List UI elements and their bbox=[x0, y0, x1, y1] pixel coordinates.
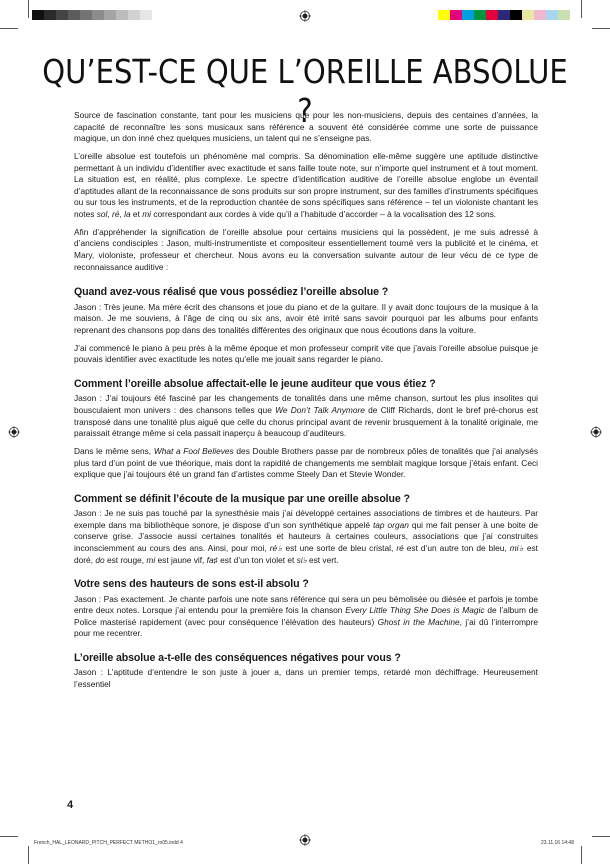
section-heading: Votre sens des hauteurs de sons est-il absolu ? bbox=[74, 578, 309, 591]
color-swatch bbox=[486, 10, 498, 20]
article-body bbox=[74, 110, 538, 697]
registration-mark-top-icon bbox=[299, 10, 311, 22]
section-heading: Comment se définit l’écoute de la musique par une oreille absolue ? bbox=[74, 492, 410, 505]
color-swatch bbox=[498, 10, 510, 20]
paragraph: Afin d’appréhender la signification de l’oreille absolue pour certains musiciens qui la possèdent, je me suis adressé à d’anciens condisciples : Jason, multi-instrumentiste et compositeur essentiellement tourné vers la publicité et le cinéma, et Mary, violoniste, professeur et chercheur. Nous avons eu la conversation suivante autour de leur vécu de ce type de reconnaissance auditive : bbox=[74, 226, 538, 272]
registration-mark-bottom-icon bbox=[299, 834, 311, 846]
grey-swatch bbox=[44, 10, 56, 20]
registration-mark-left-icon bbox=[8, 426, 20, 438]
color-calibration-bar bbox=[438, 10, 570, 20]
page-number: 4 bbox=[67, 799, 74, 811]
crop-mark bbox=[581, 0, 582, 18]
grey-calibration-bar bbox=[32, 10, 152, 20]
color-swatch bbox=[558, 10, 570, 20]
crop-mark bbox=[581, 846, 582, 864]
paragraph: L’oreille absolue est toutefois un phénomène mal compris. Sa dénomination elle-même suggère une aptitude distinctive permettant à un individu d’identifier avec exactitude et sans faille toute note, sur n’importe quel instrument et à tout moment. La situation est, en réalité, plus complexe. Le spectre d’identification auditive de l’oreille absolue englobe un éventail d’aptitudes allant de la reconnaissance de sons produits sur son propre instrument, sur des familles d’instruments spécifiques ou sur tous les instruments, et de la reproduction chantée de sons spécifiques sans référence – tel un violoniste chantant les notes sol, ré, la et mi correspondant aux cordes à vide qu’il a l’habitude d’accorder – à la vocalisation des 12 sons. bbox=[74, 151, 538, 219]
paragraph: Dans le même sens, What a Fool Believes des Double Brothers passe par de nombreux pôles de tonalités que j’ai analysés plus tard d’un point de vue théorique, mais dont la rapidité de changements me semblait magique lorsque j’étais enfant. Ceci explique que j’ai toujours été un grand fan d’artistes comme Steely Dan et Stevie Wonder. bbox=[74, 446, 539, 480]
grey-swatch bbox=[32, 10, 44, 20]
color-swatch bbox=[462, 10, 474, 20]
crop-mark bbox=[0, 836, 18, 837]
color-swatch bbox=[450, 10, 462, 20]
grey-swatch bbox=[140, 10, 152, 20]
color-swatch bbox=[546, 10, 558, 20]
color-swatch bbox=[522, 10, 534, 20]
grey-swatch bbox=[68, 10, 80, 20]
paragraph: Jason : L’aptitude d’entendre le son juste à jouer a, dans un premier temps, retardé mon déchiffrage. Heureusement l’essentiel bbox=[74, 667, 538, 689]
color-swatch bbox=[474, 10, 486, 20]
paragraph: Jason : Très jeune. Ma mère écrit des chansons et joue du piano et de la guitare. Il y avait donc toujours de la musique à la maison. Je me souviens, à l’âge de cinq ou six ans, avoir été irrité sans savoir pourquoi par les albums pour enfants reprenant des chansons pop dans des tonalités différentes des originaux que nous écoutions dans la voiture. bbox=[74, 301, 538, 335]
color-swatch bbox=[438, 10, 450, 20]
grey-swatch bbox=[104, 10, 116, 20]
grey-swatch bbox=[92, 10, 104, 20]
grey-swatch bbox=[128, 10, 140, 20]
page-title: QU’EST-CE QUE L’OREILLE ABSOLUE ? bbox=[42, 52, 568, 130]
section-heading: L’oreille absolue a-t-elle des conséquences négatives pour vous ? bbox=[74, 651, 401, 664]
paragraph: Source de fascination constante, tant pour les musiciens que pour les non-musiciens, depuis des centaines d’années, la capacité de reconnaître les sons musicaux sans référence a souvent été considérée comme une sorte de puissance magique, un don inné chez quelques musiciens, un talent qui ne s’enseigne pas. bbox=[74, 110, 538, 144]
paragraph: Jason : J’ai toujours été fasciné par les changements de tonalités dans une même chanson, surtout les plus insolites qui bousculaient mon univers : des chansons telles que We Don’t Talk Anymore de Cliff Richards, dont le bref pré-chorus est transposé dans une tonalité plus aiguë que celle du chorus principal avant de revenir brusquement à la tonalité originale, me paraissait étrange même si cela passait inaperçu à beaucoup d’auditeurs. bbox=[74, 393, 538, 439]
footer-filename: French_HAL_LEONARD_PITCH_PERFECT METHO1_ro05.indd 4 bbox=[34, 840, 183, 846]
crop-mark bbox=[592, 836, 610, 837]
footer-timestamp: 23.11.16 14:48 bbox=[541, 840, 574, 846]
crop-mark bbox=[592, 28, 610, 29]
grey-swatch bbox=[116, 10, 128, 20]
section-heading: Comment l’oreille absolue affectait-elle le jeune auditeur que vous étiez ? bbox=[74, 377, 436, 390]
section-heading: Quand avez-vous réalisé que vous possédiez l’oreille absolue ? bbox=[74, 286, 389, 299]
paragraph: J’ai commencé le piano à peu près à la même époque et mon professeur comprit vite que j’avais l’oreille absolue puisque je pouvais identifier avec exactitude les notes qu’elle me jouait sans regarder le piano. bbox=[74, 342, 538, 365]
grey-swatch bbox=[80, 10, 92, 20]
registration-mark-right-icon bbox=[590, 426, 602, 438]
grey-swatch bbox=[56, 10, 68, 20]
paragraph: Jason : Pas exactement. Je chante parfois une note sans référence qui sera un peu bémolisée ou diésée et parfois je tombe entre deux notes. Lorsque j’ai entendu pour la première fois la chanson Every Little Thing She Does is Magic de l’album de Police masterisé rapidement (avec pour conséquence l’élévation des hauteurs) Ghost in the Machine, j’ai dû l’interrompre pour me recentrer. bbox=[74, 593, 538, 639]
crop-mark bbox=[28, 846, 29, 864]
color-swatch bbox=[510, 10, 522, 20]
paragraph: Jason : Je ne suis pas touché par la synesthésie mais j’ai développé certaines associations de timbres et de hauteurs. Par exemple dans ma bibliothèque sonore, je dispose d’un son synthétique appelé tap organ qui me fait penser à une boite de conserve grise. J’associe aussi certaines tonalités et hauteurs à certaines couleurs, associations que j’ai construites inconsciemment au cours des ans. Ainsi, pour moi, ré♭ est une sorte de bleu cristal, ré est d’un autre ton de bleu, mi♭ est doré, do est rouge, mi est jaune vif, fa♯ est d’un ton violet et si♭ est vert. bbox=[74, 508, 539, 565]
color-swatch bbox=[534, 10, 546, 20]
crop-mark bbox=[0, 28, 18, 29]
crop-mark bbox=[28, 0, 29, 18]
